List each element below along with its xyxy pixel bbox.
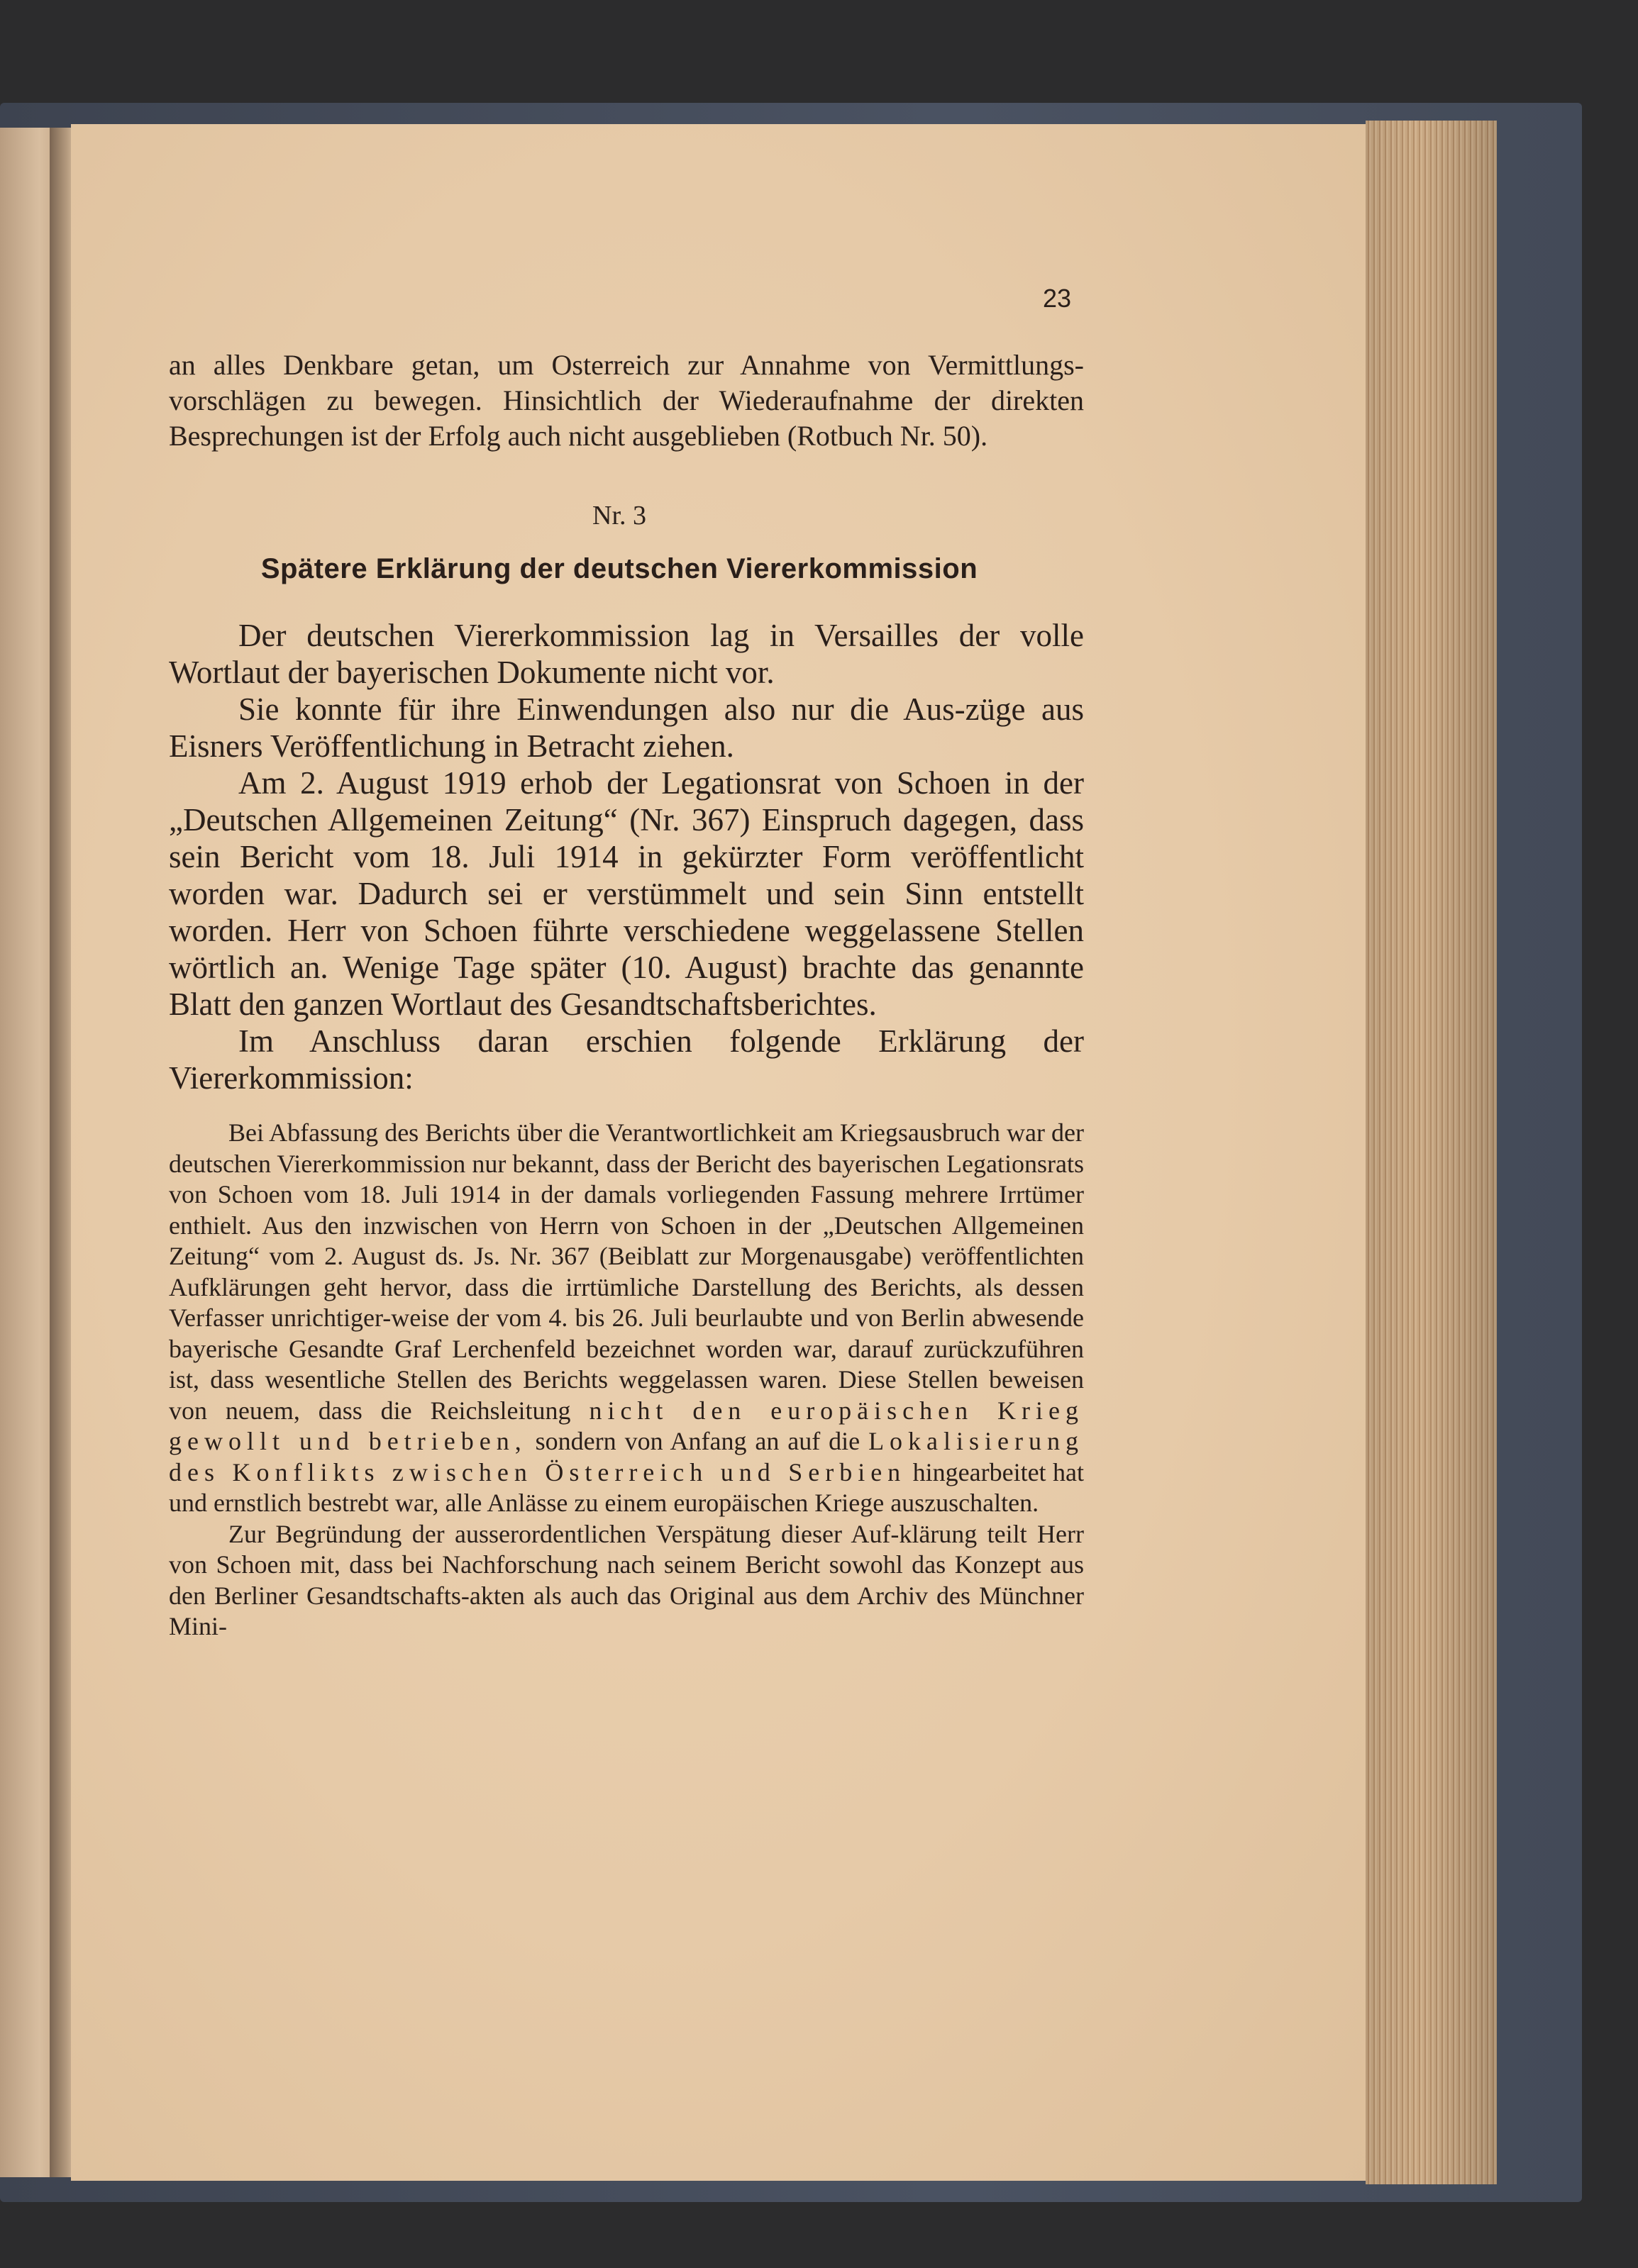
quoted-declaration: [169, 1118, 1084, 1642]
spaced-emphasis: Lokalisierung des Konflikts zwischen Österreich und Serbien: [169, 1427, 1085, 1486]
quote-text: Bei Abfassung des Berichts über die Verantwortlichkeit am Kriegsausbruch war der deutschen Viererkommission nur bekannt, dass der Bericht des bayerischen Legationsrats von Schoen vom 18. Juli 1914 in der damals vorliegenden Fassung mehrere Irrtümer enthielt. Aus den inzwischen von Herrn von Schoen in der „Deutschen Allgemeinen Zeitung“ vom 2. August ds. Js. Nr. 367 (Beiblatt zur Morgenausgabe) veröffentlichten Aufklärungen geht hervor, dass die irrtümliche Darstellung des Berichts, als dessen Verfasser unrichtiger-weise der vom 4. bis 26. Juli beurlaubte und von Berlin abwesende bayerische Gesandte Graf Lerchenfeld bezeichnet worden war, darauf zurückzuführen ist, dass wesentliche Stellen des Berichts weggelassen waren. Diese Stellen beweisen von neuem, dass die Reichsleitung: [169, 1118, 1084, 1425]
body-text: [169, 617, 1084, 1096]
quote-text: sondern von Anfang an auf die: [535, 1427, 860, 1455]
section-heading: Spätere Erklärung der deutschen Viererkommission: [260, 553, 978, 584]
quote-paragraph: Zur Begründung der ausserordentlichen Verspätung dieser Auf-klärung teilt Herr von Schoen mit, dass bei Nachforschung nach seinem Bericht sowohl das Konzept aus den Berliner Gesandtschafts-akten als auch das Original aus dem Archiv des Münchner Mini-: [169, 1519, 1084, 1640]
document-number: Nr. 3: [592, 501, 646, 530]
spaced-emphasis: nicht den europäischen Krieg gewollt und betrieben,: [169, 1396, 1084, 1455]
body-paragraph: Der deutschen Viererkommission lag in Versailles der volle Wortlaut der bayerischen Dokumente nicht vor.: [169, 618, 1084, 690]
left-page-edge: [0, 128, 57, 2177]
body-paragraph: Im Anschluss daran erschien folgende Erklärung der Viererkommission:: [169, 1023, 1084, 1096]
page-edges-shade: [1366, 121, 1497, 2184]
page-content: [169, 280, 1085, 1642]
body-paragraph: Am 2. August 1919 erhob der Legationsrat von Schoen in der „Deutschen Allgemeinen Zeitung“ (Nr. 367) Einspruch dagegen, dass sein Bericht vom 18. Juli 1914 in gekürzter Form veröffentlicht worden war. Dadurch sei er verstümmelt und sein Sinn entstellt worden. Herr von Schoen führte verschiedene weggelassene Stellen wörtlich an. Wenige Tage später (10. August) brachte das genannte Blatt den ganzen Wortlaut des Gesandtschaftsberichtes.: [169, 765, 1084, 1022]
quote-text: hingearbeitet hat und ernstlich bestrebt war, alle Anlässe zu einem europäischen Kriege auszuschalten.: [169, 1457, 1084, 1517]
quote-paragraph: [169, 1118, 1084, 1519]
intro-paragraph: an alles Denkbare getan, um Osterreich zur Annahme von Vermittlungs-vorschlägen zu bewegen. Hinsichtlich der Wiederaufnahme der direkten Besprechungen ist der Erfolg auch nicht ausgeblieben (Rotbuch Nr. 50).: [169, 349, 1084, 452]
body-paragraph: Sie konnte für ihre Einwendungen also nur die Aus-züge aus Eisners Veröffentlichung in Betracht ziehen.: [169, 691, 1084, 764]
page-number: 23: [1042, 284, 1071, 313]
